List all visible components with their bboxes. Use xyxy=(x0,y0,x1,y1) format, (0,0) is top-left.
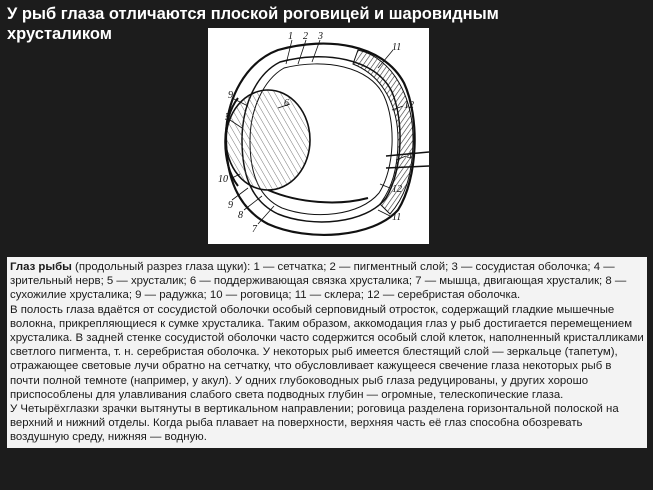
label-9-bottom: 9 xyxy=(228,200,233,211)
paragraph-accommodation: В полость глаза вдаётся от сосудистой оболочки особый серповидный отросток, содержащий гладкие мышечные волокна, прикрепляющиеся к сумке хрусталика. Таким образом, аккомодация глаз у рыб достигается перемещением хрусталика. В задней стенке сосудистой оболочки часто содержится особый слой клеток, наполненный кристалликами светлого пигмента, т. н. серебристая оболочка. У некоторых рыб имеется блестящий слой — зеркальце (тапетум), отражающее световые лучи обратно на сетчатку, что обусловливает кажущееся свечение глаза некоторых рыб в почти полной темноте (например, у акул). У одних глубоководных рыб глаза редуцированы, у других хорошо приспособлены для улавливания слабого света подводных глубин — огромные, телескопические глаза. xyxy=(10,303,644,401)
sclera-band xyxy=(353,50,413,214)
caption-legend: (продольный разрез глаза щуки): 1 — сетчатка; 2 — пигментный слой; 3 — сосудистая оболочка; 4 — зрительный нерв; 5 — хрусталик; 6 — поддерживающая связка хрусталика; 7 — мышца, двигающая хрусталик; 8 — сухожилие хрусталика; 9 — радужка; 10 — роговица; 11 — склера; 12 — серебристая оболочка. xyxy=(10,261,627,302)
label-10: 10 xyxy=(218,174,228,185)
label-2: 2 xyxy=(303,31,308,42)
label-5: 5 xyxy=(225,112,230,123)
label-11-bottom: 11 xyxy=(392,212,402,223)
label-8: 8 xyxy=(238,210,243,221)
label-11-top: 11 xyxy=(392,42,402,53)
label-12-bottom: 12 xyxy=(392,184,402,195)
label-3: 3 xyxy=(318,31,323,42)
label-4: 4 xyxy=(407,151,412,162)
figure-caption xyxy=(10,260,644,303)
caption-lead: Глаз рыбы xyxy=(10,261,72,273)
lens-muscle xyxy=(268,190,368,202)
label-6: 6 xyxy=(284,98,289,109)
description-text xyxy=(7,257,647,448)
fish-eye-diagram xyxy=(208,28,429,244)
slide-title: У рыб глаза отличаются плоской роговицей и шаровидным хрусталиком xyxy=(7,5,499,43)
paragraph-four-eyed-fish: У Четырёхглазки зрачки вытянуты в вертикальном направлении; роговица разделена горизонтальной полоской на верхний и нижний отделы. Когда рыба плавает на поверхности, верхняя часть её глаз способна обозревать воздушную среду, нижняя — водную. xyxy=(10,403,619,444)
label-7: 7 xyxy=(252,224,257,235)
fish-eye-drawing xyxy=(208,28,429,244)
label-1: 1 xyxy=(288,31,293,42)
label-9-top: 9 xyxy=(228,90,233,101)
label-12-top: 12 xyxy=(404,100,414,111)
